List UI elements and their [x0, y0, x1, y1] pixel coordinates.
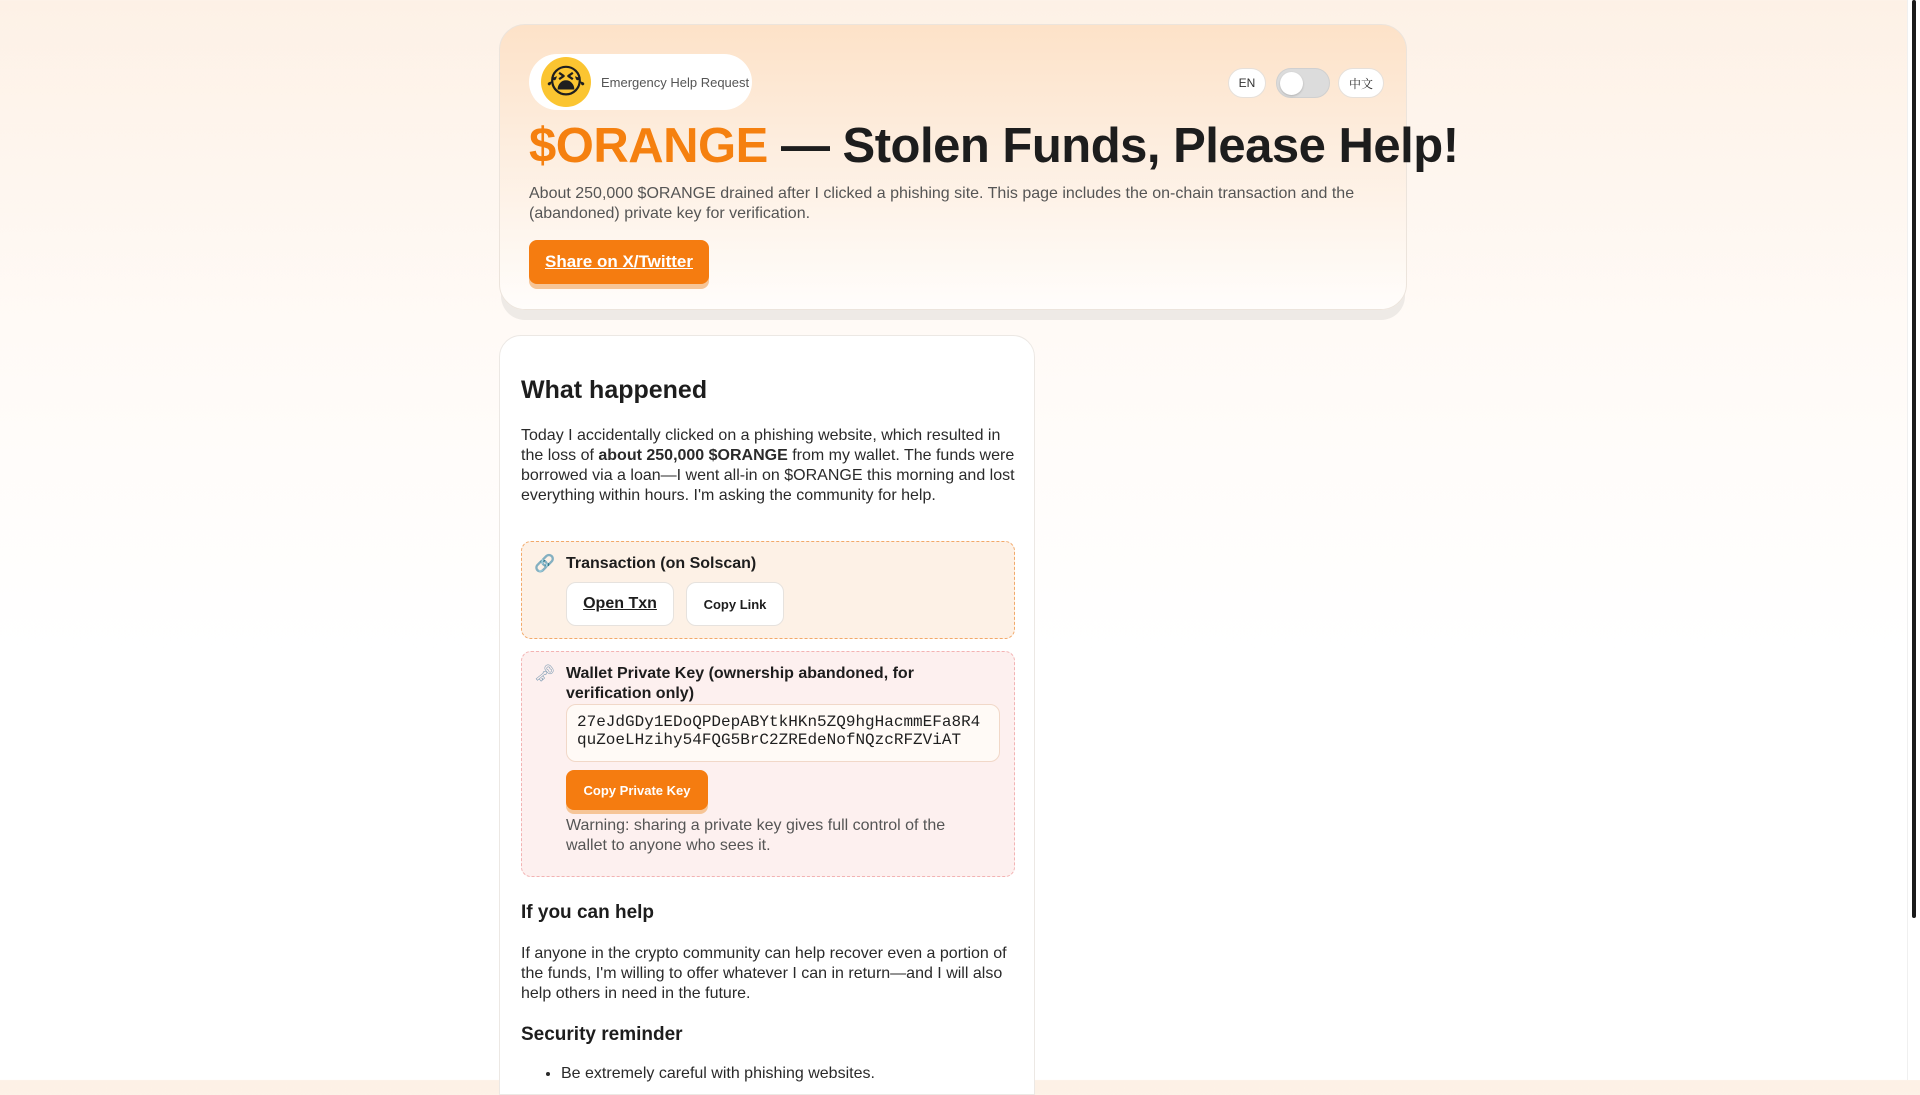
story-intro-after: from my wallet. The funds were borrowed via a loan—I went all-in on $ORANGE this morning and lost everything within hours. I'm asking the community for help. — [521, 447, 1015, 504]
crying-face-icon: 😭 — [541, 57, 591, 107]
toggle-knob — [1280, 72, 1303, 95]
page-title — [529, 118, 1459, 174]
hero-subtitle: About 250,000 $ORANGE drained after I clicked a phishing site. This page includes the on-chain transaction and the (abandoned) private key for verification. — [529, 185, 1355, 222]
key-icon: 🗝 — [534, 664, 556, 683]
private-key-title: Wallet Private Key (ownership abandoned, for verification only) — [566, 665, 914, 702]
title-rest: — Stolen Funds, Please Help! — [767, 119, 1459, 173]
list-item: • Be extremely careful with phishing websites. — [561, 1064, 875, 1084]
emergency-badge — [529, 54, 752, 110]
security-list — [521, 1064, 875, 1084]
section-heading-what-happened: What happened — [521, 376, 708, 404]
transaction-title: Transaction (on Solscan) — [566, 555, 757, 572]
lang-en-button[interactable]: EN — [1228, 68, 1266, 98]
badge-label: Emergency Help Request — [601, 74, 750, 90]
hero-card — [499, 24, 1459, 310]
section-heading-help: If you can help — [521, 902, 655, 923]
story-intro-bold: about 250,000 $ORANGE — [598, 447, 788, 464]
share-twitter-button[interactable]: Share on X/Twitter — [529, 240, 709, 284]
story-intro-before: Today I accidentally clicked on a phishing website, which resulted in the loss of — [521, 427, 1001, 464]
copy-private-key-button[interactable]: Copy Private Key — [566, 770, 708, 810]
help-text: If anyone in the crypto community can help recover even a portion of the funds, I'm willing to offer whatever I can in return—and I will also help others in need in the future. — [521, 945, 1007, 1002]
private-key-value[interactable]: 27eJdGDy1EDoQPDepABYtkHKn5ZQ9hgHacmmEFa8R4quZoeLHzihy54FQG5BrC2ZREdeNofNQzcRFZViAT — [566, 704, 1000, 762]
language-toggle[interactable] — [1276, 68, 1330, 98]
story-card — [499, 335, 1035, 1095]
link-icon: 🔗 — [534, 554, 556, 573]
private-key-warning: Warning: sharing a private key gives full control of the wallet to anyone who sees it. — [566, 817, 946, 854]
transaction-box — [521, 541, 1015, 639]
private-key-box — [521, 651, 1015, 877]
section-heading-security: Security reminder — [521, 1024, 683, 1045]
title-token: $ORANGE — [529, 119, 768, 173]
story-intro — [521, 426, 1021, 506]
lang-zh-button[interactable]: 中文 — [1338, 68, 1384, 98]
copy-link-button[interactable]: Copy Link — [686, 582, 784, 626]
page-scrollbar[interactable] — [1907, 0, 1920, 1080]
open-txn-button[interactable]: Open Txn — [566, 582, 674, 626]
scrollbar-thumb[interactable] — [1912, 0, 1916, 918]
